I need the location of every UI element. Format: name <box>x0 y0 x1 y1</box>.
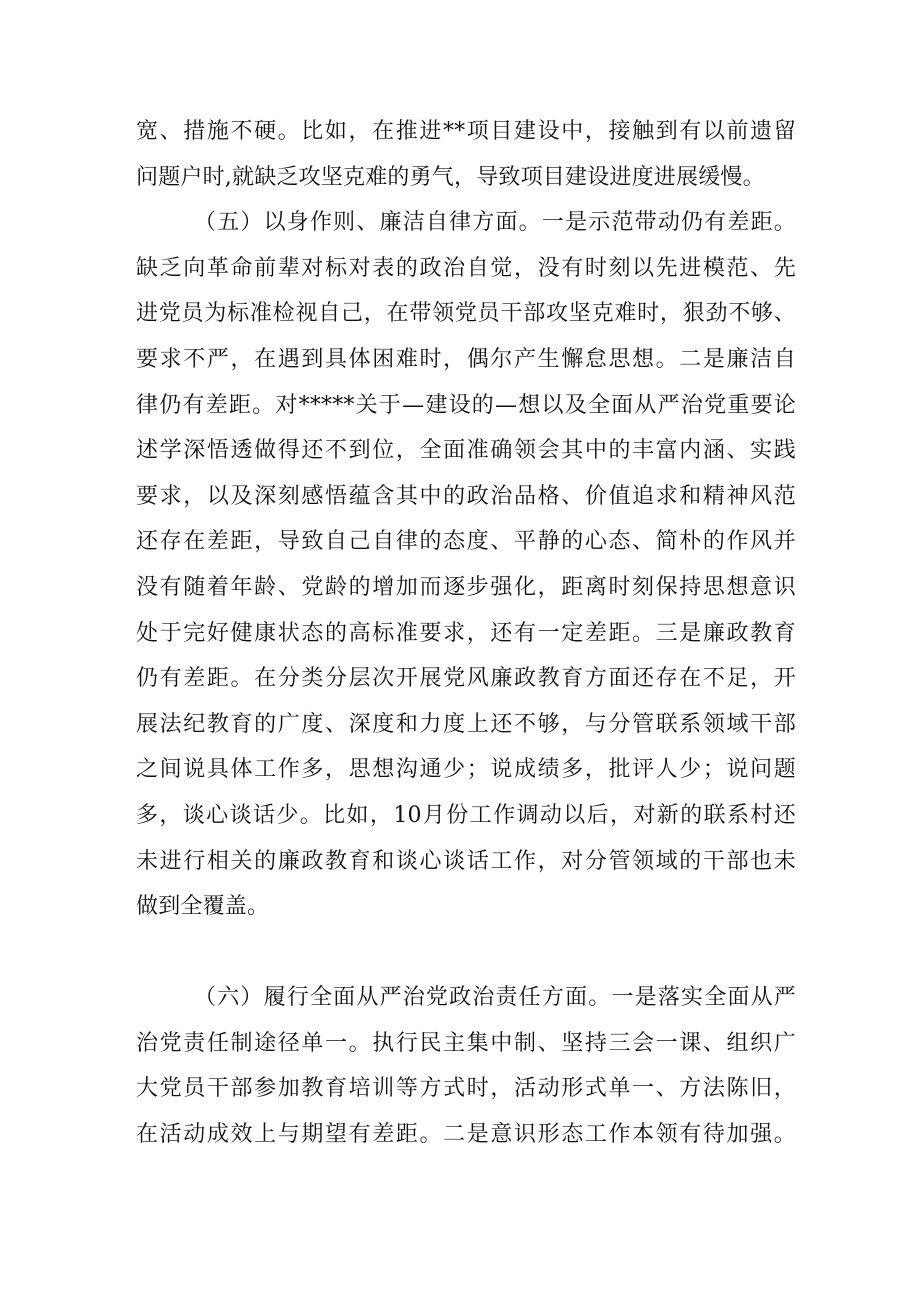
text-line: 没有随着年龄、党龄的增加而逐步强化，距离时刻保持思想意识 <box>136 574 796 600</box>
paragraph-section-six <box>136 975 796 1157</box>
text-line: 宽、措施不硬。比如，在推进**项目建设中，接触到有以前遗留 <box>136 119 796 144</box>
section-heading-line: （五）以身作则、廉洁自律方面。一是示范带动仍有差距。 <box>194 210 796 236</box>
text-line: 律仍有差距。对*****关于—建设的—想以及全面从严治党重要论 <box>136 392 796 418</box>
text-line: 要求不严，在遇到具体困难时，偶尔产生懈怠思想。二是廉洁自 <box>136 346 796 372</box>
paragraph-section-five <box>136 200 796 930</box>
text-line: 要求，以及深刻感悟蕴含其中的政治品格、价值追求和精神风范 <box>136 483 796 509</box>
text-line: 多，谈心谈话少。比如，10月份工作调动以后，对新的联系村还 <box>136 802 796 828</box>
document-body <box>136 109 796 1158</box>
section-heading-line: （六）履行全面从严治党政治责任方面。一是落实全面从严 <box>194 985 796 1011</box>
text-line: 治党责任制途径单一。执行民主集中制、坚持三会一课、组织广 <box>136 1030 796 1056</box>
text-line: 未进行相关的廉政教育和谈心谈话工作，对分管领域的干部也未 <box>136 848 796 874</box>
paragraph-spacer <box>136 930 796 976</box>
paragraph-continuation <box>136 109 796 200</box>
text-line: 问题户时,就缺乏攻坚克难的勇气，导致项目建设进度进展缓慢。 <box>136 164 765 190</box>
text-line: 处于完好健康状态的高标准要求，还有一定差距。三是廉政教育 <box>136 620 796 646</box>
text-line: 还存在差距，导致自己自律的态度、平静的心态、简朴的作风并 <box>136 529 796 555</box>
text-line: 做到全覆盖。 <box>136 894 270 920</box>
text-line: 之间说具体工作多，思想沟通少；说成绩多，批评人少；说问题 <box>136 757 796 783</box>
text-line: 缺乏向革命前辈对标对表的政治自觉，没有时刻以先进模范、先 <box>136 255 796 281</box>
text-line: 大党员干部参加教育培训等方式时，活动形式单一、方法陈旧， <box>136 1076 796 1102</box>
text-line: 进党员为标准检视自己，在带领党员干部攻坚克难时，狠劲不够、 <box>136 301 796 327</box>
text-line: 仍有差距。在分类分层次开展党风廉政教育方面还存在不足，开 <box>136 666 796 692</box>
text-line: 展法纪教育的广度、深度和力度上还不够，与分管联系领域干部 <box>136 711 796 737</box>
text-line: 在活动成效上与期望有差距。二是意识形态工作本领有待加强。 <box>136 1122 796 1148</box>
text-line: 述学深悟透做得还不到位，全面准确领会其中的丰富内涵、实践 <box>136 438 796 464</box>
